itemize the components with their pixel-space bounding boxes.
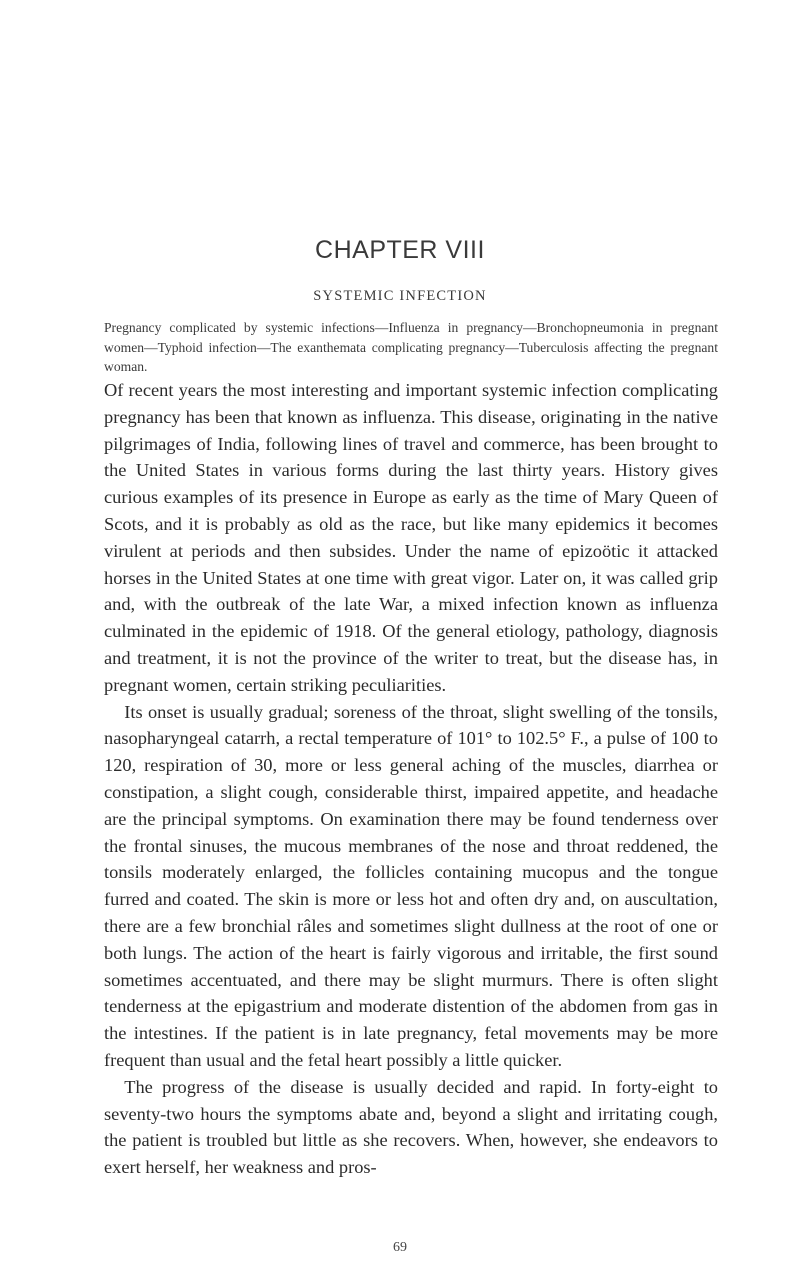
chapter-subtitle: SYSTEMIC INFECTION [313, 288, 487, 304]
chapter-synopsis: Pregnancy complicated by systemic infections—Influenza in pregnancy—Bronchopneumonia in pregnant women—Typhoid infection—The exanthemata complicating pregnancy—Tuberculosis affecting the pregnant woman. [104, 320, 718, 374]
page-number: 69 [393, 1240, 407, 1255]
paragraph: The progress of the disease is usually decided and rapid. In forty-eight to seventy-two hours the symptoms abate and, beyond a slight and irritating cough, the patient is troubled but little as she recovers. When, however, she endeavors to exert herself, her weakness and pros- [104, 1076, 718, 1178]
paragraph: Its onset is usually gradual; soreness of the throat, slight swelling of the tonsils, nasopharyngeal catarrh, a rectal temperature of 101° to 102.5° F., a pulse of 100 to 120, respiration of 30, more or less general aching of the muscles, diarrhea or constipation, a slight cough, considerable thirst, impaired appetite, and headache are the principal symptoms. On examination there may be found tenderness over the frontal sinuses, the mucous membranes of the nose and throat reddened, the tonsils moderately enlarged, the follicles containing mucopus and the tongue furred and coated. The skin is more or less hot and often dry and, on auscultation, there are a few bronchial râles and sometimes slight dullness at the root of one or both lungs. The action of the heart is fairly vigorous and irritable, the first sound sometimes accentuated, and there may be slight murmurs. There is often slight tenderness at the epigastrium and moderate distention of the abdomen from gas in the intestines. If the patient is in late pregnancy, fetal movements may be more frequent than usual and the fetal heart possibly a little quicker. [104, 701, 718, 1070]
body-text [104, 377, 718, 1181]
paragraph: Of recent years the most interesting and important systemic infection complicating pregnancy has been that known as influenza. This disease, originating in the native pilgrimages of India, following lines of travel and commerce, has been brought to the United States in various forms during the last thirty years. History gives curious examples of its presence in Europe as early as the time of Mary Queen of Scots, and it is probably as old as the race, but like many epidemics it becomes virulent at periods and then subsides. Under the name of epizoötic it attacked horses in the United States at one time with great vigor. Later on, it was called grip and, with the outbreak of the late War, a mixed infection known as influenza culminated in the epidemic of 1918. Of the general etiology, pathology, diagnosis and treatment, it is not the province of the writer to treat, but the disease has, in pregnant women, certain striking peculiarities. [104, 380, 718, 695]
chapter-title: CHAPTER VIII [315, 236, 485, 264]
